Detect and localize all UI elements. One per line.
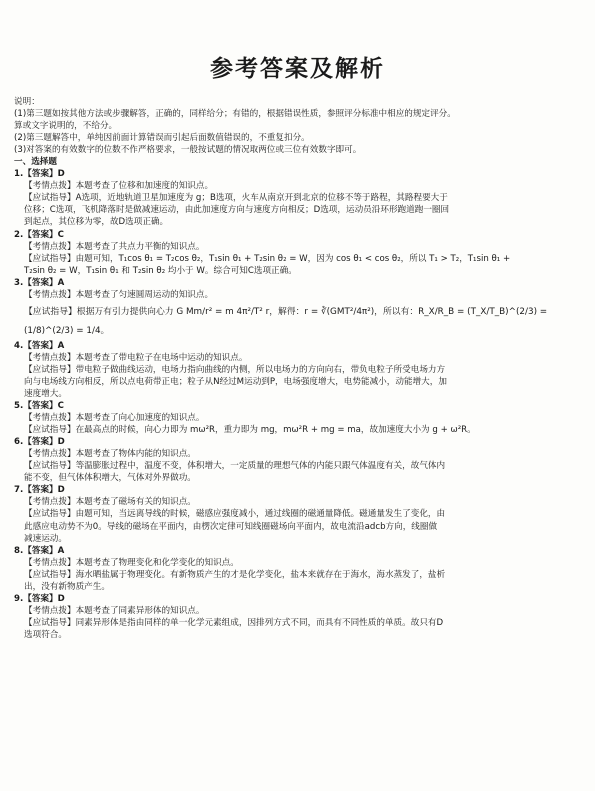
question-line: 【考情点拨】本题考查了向心加速度的知识点。 [24, 413, 205, 424]
question-line: 【应试指导】A选项，近地轨道卫星加速度为 g；B选项，火车从南京开到北京的位移不等于路程，其路程要大于 [24, 193, 448, 204]
question-number: 7. [14, 485, 24, 496]
answer-label: 【答案】D [23, 485, 65, 496]
question-answer [14, 400, 573, 412]
note-line: 算或文字说明的，不给分。 [14, 121, 118, 132]
question-line: 选项符合。 [24, 629, 67, 640]
question-line: 【考情点拨】本题考查了共点力平衡的知识点。 [24, 241, 205, 252]
answer-label: 【答案】C [23, 401, 64, 412]
question-line: 位移；C选项，飞机降落时是做减速运动，由此加速度方向与速度方向相反；D选项，运动员沿环形跑道跑一圈回 [24, 205, 450, 216]
question-number: 2. [14, 229, 24, 240]
answer-label: 【答案】D [23, 593, 65, 604]
question-line: 【考情点拨】本题考查了磁场有关的知识点。 [24, 497, 196, 508]
question-answer [14, 168, 573, 180]
question-number: 6. [14, 437, 24, 448]
question-answer [14, 484, 573, 496]
question-number: 4. [14, 340, 24, 351]
question-line: 【应试指导】由题可知，当远离导线的时候，磁感应强度减小，通过线圈的磁通量降低。磁通量发生了变化，由 [24, 509, 446, 520]
question-line: 速度增大。 [24, 388, 67, 399]
question-answer [14, 593, 573, 605]
question-line: 【应试指导】海水晒盐属于物理变化。有新物质产生的才是化学变化，盐本来就存在于海水，海水蒸发了，盐析 [24, 569, 446, 580]
question-number: 8. [14, 545, 24, 556]
question-line: 【应试指导】带电粒子做曲线运动，电场力指向曲线的内侧，所以电场力的方向向右，带负电粒子所受电场力方 [24, 364, 446, 375]
question-line: 【应试指导】同素异形体是指由同样的单一化学元素组成，因排列方式不同，而具有不同性质的单质。故只有D [24, 617, 444, 628]
note-line: (1)第三题如按其他方法或步骤解答，正确的，同样给分；有错的，根据错误性质，参照评分标准中相应的规定评分。 [14, 109, 456, 120]
question-line: 【考情点拨】本题考查了物体内能的知识点。 [24, 449, 196, 460]
question-line: 【考情点拨】本题考查了位移和加速度的知识点。 [24, 181, 214, 192]
question-line: 到起点，其位移为零，故D选项正确。 [24, 217, 169, 228]
question-number: 9. [14, 593, 24, 604]
question-line: 减速运动。 [24, 533, 67, 544]
question-number: 1. [14, 169, 24, 180]
formula-line: 【应试指导】根据万有引力提供向心力 G Mm/r² = m 4π²/T² r，解得：r = ∛(GMT²/4π²)，所以有：R_X/R_B = (T_X/T_B)^(2/3) = [24, 306, 548, 317]
question-answer [14, 436, 573, 448]
question-number: 5. [14, 401, 24, 412]
formula-line: (1/8)^(2/3) = 1/4。 [24, 325, 110, 336]
question-number: 3. [14, 277, 24, 288]
page-title: 参考答案及解析 [210, 55, 385, 82]
answer-label: 【答案】A [23, 340, 65, 351]
question-answer [14, 229, 573, 241]
answer-label: 【答案】D [23, 169, 65, 180]
answer-label: 【答案】C [23, 229, 64, 240]
question-line: 【考情点拨】本题考查了物理变化和化学变化的知识点。 [24, 557, 239, 568]
note-line: (3)对答案的有效数字的位数不作严格要求，一般按试题的情况取两位或三位有效数字即可。 [14, 145, 362, 156]
note-line: (2)第三题解答中，单纯因前面计算错误而引起后面数值错误的，不重复扣分。 [14, 133, 310, 144]
question-answer [14, 545, 573, 557]
answer-label: 【答案】A [23, 545, 65, 556]
question-line: 【应试指导】在最高点的时候，向心力即为 mω²R，重力即为 mg，mω²R + mg = ma，故加速度大小为 g + ω²R。 [24, 425, 476, 436]
question-line: 【应试指导】等温膨胀过程中，温度不变，体积增大，一定质量的理想气体的内能只跟气体温度有关，故气体内 [24, 461, 446, 472]
question-line: 【应试指导】由题可知，T₁cos θ₁ = T₂cos θ₂，T₁sin θ₁ + T₂sin θ₂ = W，因为 cos θ₁ < cos θ₂，所以 T₁ > T₂，T₁sin θ₁ + [24, 253, 511, 264]
answer-label: 【答案】D [23, 437, 65, 448]
question-line: 此感应电动势不为0。导线的磁场在平面内，由楞次定律可知线圈磁场向平面内，故电流沿adcb方向，线圈做 [24, 521, 438, 532]
question-line: 向与电场线方向相反，所以点电荷带正电；粒子从N经过M运动到P，电场强度增大，电势能减小，动能增大，加 [24, 376, 447, 387]
question-line: 【考情点拨】本题考查了同素异形体的知识点。 [24, 605, 205, 616]
question-line: 出，没有新物质产生。 [24, 581, 110, 592]
section-title: 一、选择题 [14, 157, 57, 168]
question-line: 【考情点拨】本题考查了带电粒子在电场中运动的知识点。 [24, 352, 248, 363]
question-line: T₂sin θ₂ = W，T₁sin θ₁ 和 T₂sin θ₂ 均小于 W。综合可知C选项正确。 [24, 265, 297, 276]
answer-label: 【答案】A [23, 277, 65, 288]
question-answer [14, 340, 573, 352]
question-answer [14, 277, 573, 289]
question-line: 【考情点拨】本题考查了匀速圆周运动的知识点。 [24, 289, 214, 300]
document-body [14, 96, 573, 641]
question-line: 能不变，但气体体积增大，气体对外界做功。 [24, 473, 196, 484]
notes-label: 说明： [14, 97, 40, 107]
